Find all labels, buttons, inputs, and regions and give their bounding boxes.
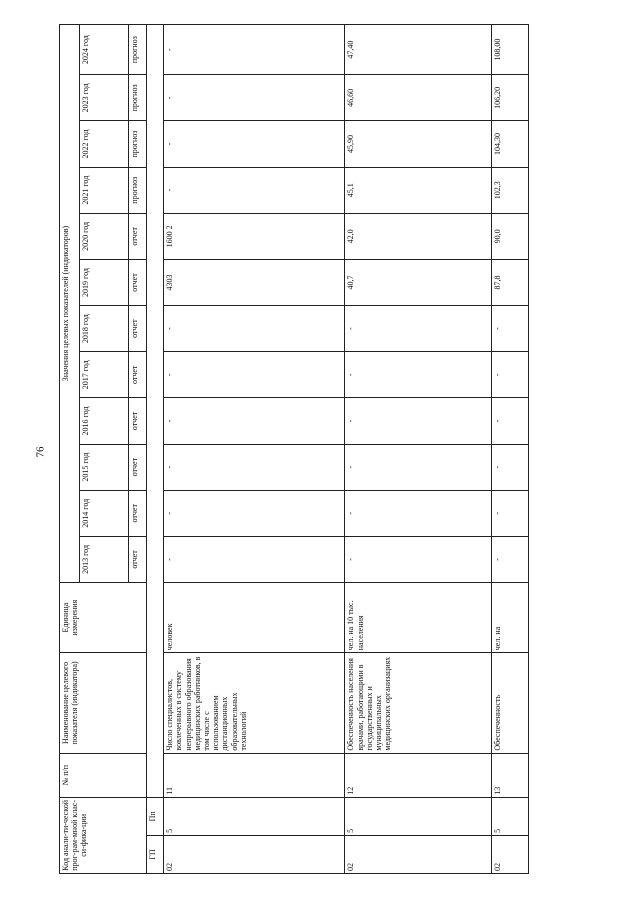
cell-value: -	[345, 398, 491, 444]
table-row	[491, 25, 528, 874]
cell-gp: 02	[164, 835, 345, 873]
cell-gp: 02	[345, 835, 491, 873]
cell-value: -	[491, 444, 528, 490]
cell-value: 40,7	[345, 259, 491, 305]
type-header: прогноз	[129, 25, 146, 75]
cell-value: -	[164, 167, 345, 213]
rotated-table-wrapper	[59, 24, 529, 874]
type-header: прогноз	[129, 75, 146, 121]
cell-value: 42,0	[345, 213, 491, 259]
type-header: отчет	[129, 306, 146, 352]
type-header: отчет	[129, 444, 146, 490]
type-header: отчет	[129, 398, 146, 444]
cell-value: -	[345, 352, 491, 398]
type-header: прогноз	[129, 167, 146, 213]
year-header: 2017 год	[79, 352, 129, 398]
header-spacer	[146, 25, 163, 798]
year-header: 2014 год	[79, 490, 129, 536]
header-name: Наименование целевого показателя (индикатора)	[60, 653, 147, 753]
year-header: 2024 год	[79, 25, 129, 75]
header-pp: Пп	[146, 797, 163, 835]
year-header: 2015 год	[79, 444, 129, 490]
year-header: 2016 год	[79, 398, 129, 444]
cell-value: -	[491, 306, 528, 352]
cell-name: Число специалистов, вовлеченных в систему непрерывного образования медицинских работников, в том числе с использованием дистанционных образовательных технологий	[164, 653, 345, 753]
cell-value: 104,30	[491, 121, 528, 167]
type-header: отчет	[129, 352, 146, 398]
cell-value: 45,1	[345, 167, 491, 213]
cell-value: -	[491, 352, 528, 398]
cell-value: 1600 2	[164, 213, 345, 259]
cell-name: Обеспеченность населения врачами, работающими в государственных и муниципальных медицинских организациях	[345, 653, 491, 753]
cell-value: -	[164, 306, 345, 352]
cell-unit: человек	[164, 583, 345, 653]
cell-value: -	[345, 536, 491, 582]
cell-pp: 5	[491, 797, 528, 835]
cell-num: 11	[164, 753, 345, 797]
cell-value: 102,3	[491, 167, 528, 213]
cell-pp: 5	[164, 797, 345, 835]
header-num: № п/п	[60, 753, 147, 797]
cell-num: 12	[345, 753, 491, 797]
cell-value: 108,00	[491, 25, 528, 75]
cell-value: -	[345, 490, 491, 536]
year-header: 2023 год	[79, 75, 129, 121]
year-header: 2020 год	[79, 213, 129, 259]
cell-unit: чел. на 10 тыс. населения	[345, 583, 491, 653]
cell-num: 13	[491, 753, 528, 797]
cell-value: 45,90	[345, 121, 491, 167]
cell-value: -	[491, 536, 528, 582]
year-header: 2022 год	[79, 121, 129, 167]
type-header: отчет	[129, 490, 146, 536]
type-header: прогноз	[129, 121, 146, 167]
year-header: 2021 год	[79, 167, 129, 213]
indicators-table	[59, 24, 529, 874]
cell-value: -	[164, 75, 345, 121]
cell-value: -	[164, 398, 345, 444]
cell-gp: 02	[491, 835, 528, 873]
year-header: 2019 год	[79, 259, 129, 305]
cell-value: -	[491, 398, 528, 444]
cell-value: -	[164, 25, 345, 75]
cell-value: 4303	[164, 259, 345, 305]
cell-value: -	[164, 121, 345, 167]
header-code: Код анали-ти-ческой прог-рам-мной клас-си-фика-ции	[60, 797, 147, 873]
table-row	[345, 25, 491, 874]
cell-unit: чел. на	[491, 583, 528, 653]
header-unit: Единица измерения	[60, 583, 147, 653]
cell-value: -	[164, 536, 345, 582]
year-header: 2018 год	[79, 306, 129, 352]
cell-value: 47,40	[345, 25, 491, 75]
cell-name: Обеспеченность	[491, 653, 528, 753]
cell-value: 87,8	[491, 259, 528, 305]
cell-value: -	[164, 490, 345, 536]
type-header: отчет	[129, 213, 146, 259]
header-gp: ГП	[146, 835, 163, 873]
table-row	[164, 25, 345, 874]
year-header: 2013 год	[79, 536, 129, 582]
cell-value: -	[491, 490, 528, 536]
cell-value: -	[164, 444, 345, 490]
page-number: 76	[34, 446, 47, 458]
cell-value: -	[164, 352, 345, 398]
cell-value: 46,60	[345, 75, 491, 121]
cell-value: -	[345, 306, 491, 352]
cell-value: -	[345, 444, 491, 490]
cell-value: 106,20	[491, 75, 528, 121]
type-header: отчет	[129, 259, 146, 305]
cell-pp: 5	[345, 797, 491, 835]
cell-value: 90,0	[491, 213, 528, 259]
header-values: Значения целевых показателей (индикаторов)	[60, 25, 80, 583]
type-header: отчет	[129, 536, 146, 582]
